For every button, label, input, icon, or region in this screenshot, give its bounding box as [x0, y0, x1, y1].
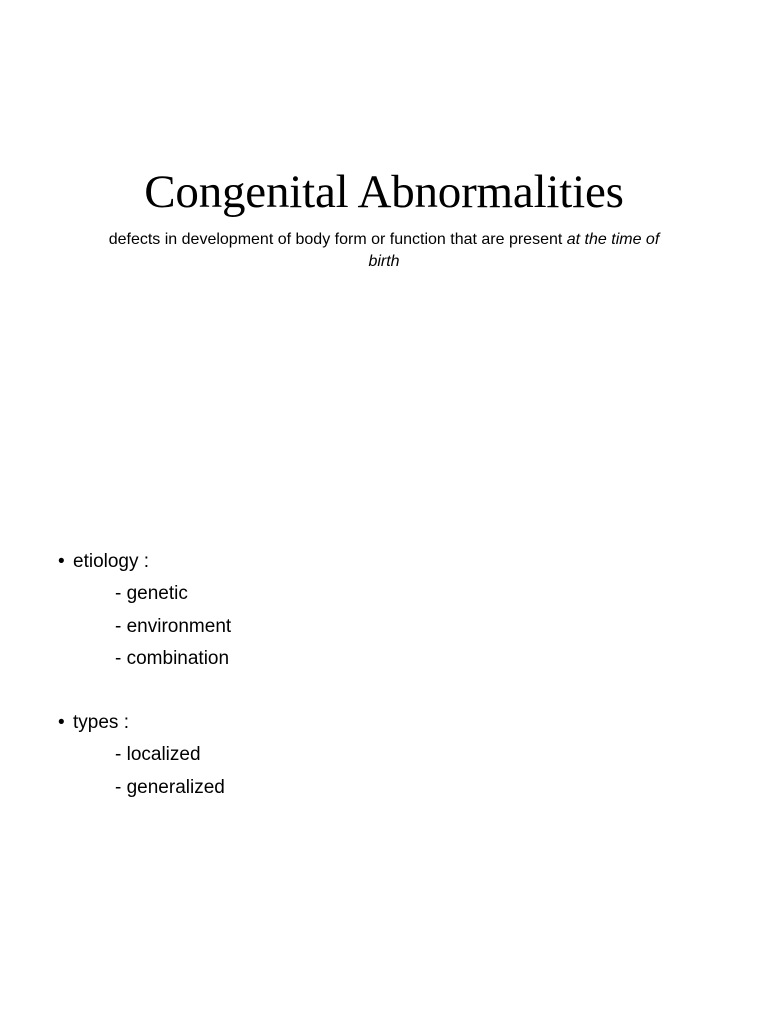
etiology-heading: etiology :: [73, 551, 150, 572]
bullet-icon: •: [58, 551, 65, 572]
subtitle-text: defects in development of body form or function that are present: [108, 231, 567, 248]
slide-title: Congenital Abnormalities: [144, 166, 624, 218]
list-item: - localized: [115, 744, 201, 766]
list-item: - environment: [115, 615, 232, 637]
list-item: - generalized: [115, 776, 225, 798]
subtitle-emphasis: at the time of birth: [368, 231, 660, 270]
etiology-section: [58, 546, 231, 676]
list-item: - genetic: [115, 583, 188, 605]
bullet-icon: •: [58, 712, 65, 733]
list-item: - combination: [115, 648, 230, 670]
types-heading: types :: [73, 712, 129, 733]
slide-subtitle: [100, 229, 668, 273]
types-section: [58, 707, 225, 804]
